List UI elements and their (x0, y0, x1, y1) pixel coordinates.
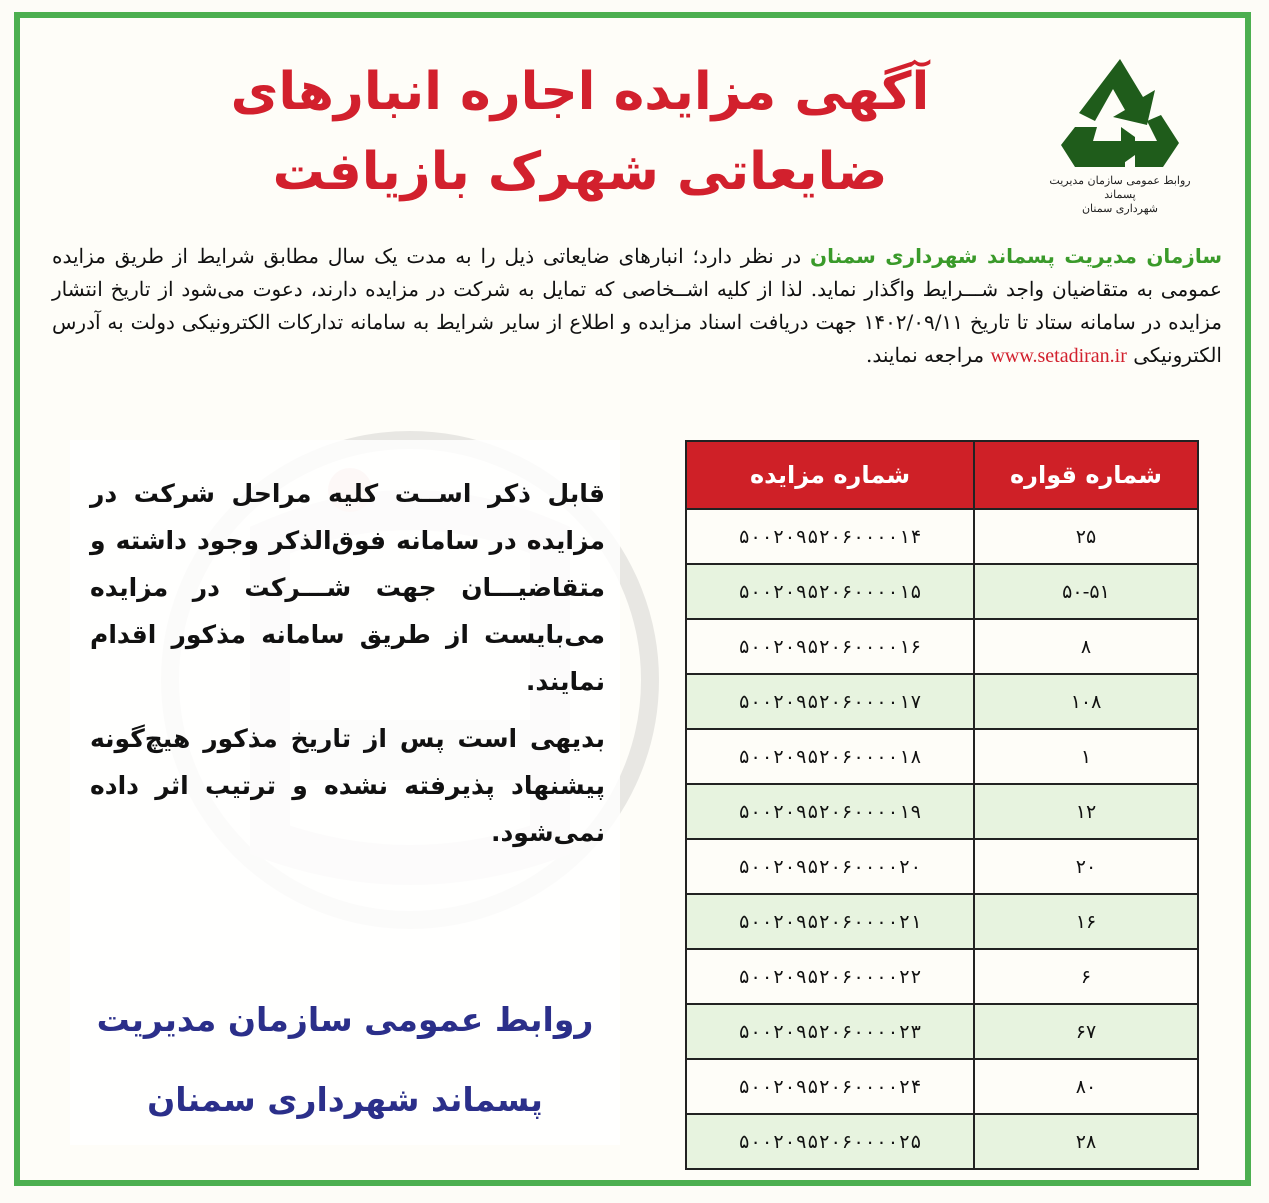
auction-number-cell: ۵۰۰۲۰۹۵۲۰۶۰۰۰۰۱۶ (686, 619, 974, 674)
plot-number-cell: ۶۷ (974, 1004, 1198, 1059)
table-row (686, 1059, 1198, 1114)
table-row (686, 949, 1198, 1004)
ad-title (150, 52, 1010, 212)
table-row (686, 674, 1198, 729)
title-line-2: ضایعاتی شهرک بازیافت (272, 142, 888, 202)
plot-number-cell: ۲۵ (974, 509, 1198, 564)
plot-number-cell: ۱۰۸ (974, 674, 1198, 729)
auction-number-cell: ۵۰۰۲۰۹۵۲۰۶۰۰۰۰۲۱ (686, 894, 974, 949)
plot-number-cell: ۶ (974, 949, 1198, 1004)
table-row (686, 1114, 1198, 1169)
intro-paragraph (52, 240, 1222, 373)
auction-number-cell: ۵۰۰۲۰۹۵۲۰۶۰۰۰۰۲۵ (686, 1114, 974, 1169)
plot-number-cell: ۸ (974, 619, 1198, 674)
auction-number-cell: ۵۰۰۲۰۹۵۲۰۶۰۰۰۰۱۵ (686, 564, 974, 619)
table-row (686, 784, 1198, 839)
organization-name: سازمان مدیریت پسماند شهرداری سمنان (810, 244, 1222, 268)
note-paragraph-2: بدیهی است پس از تاریخ مذکور هیچ‌گونه پیشنهاد پذیرفته نشده و ترتیب اثر داده نمی‌شود. (90, 724, 605, 847)
table-row (686, 729, 1198, 784)
table-row (686, 894, 1198, 949)
intro-text-1: در نظر دارد؛ انبارهای ضایعاتی ذیل را به مدت یک سال مطابق شرایط از طریق مزایده عمومی به متقاضیان واجد شـــرایط واگذار نماید. لذا از کلیه اشــخاصی که تمایل به شرکت در مزایده دارند، دعوت می‌شود از تاریخ انتشار مزایده در سامانه ستاد تا تاریخ ۱۴۰۲/۰۹/۱۱ جهت دریافت اسناد مزایده و اطلاع از سایر شرایط به سامانه تدارکات الکترونیکی دولت به آدرس الکترونیکی (52, 244, 1222, 367)
auction-number-cell: ۵۰۰۲۰۹۵۲۰۶۰۰۰۰۱۸ (686, 729, 974, 784)
plot-number-cell: ۱۲ (974, 784, 1198, 839)
auction-number-cell: ۵۰۰۲۰۹۵۲۰۶۰۰۰۰۲۲ (686, 949, 974, 1004)
table-header-row (686, 441, 1198, 509)
plot-number-cell: ۱۶ (974, 894, 1198, 949)
header-plot-number: شماره قواره (974, 441, 1198, 509)
table-row (686, 619, 1198, 674)
table-row (686, 839, 1198, 894)
plot-number-cell: ۲۸ (974, 1114, 1198, 1169)
title-line-1: آگهی مزایده اجاره انبارهای (230, 62, 930, 122)
table-row (686, 509, 1198, 564)
plot-number-cell: ۸۰ (974, 1059, 1198, 1114)
note-paragraph-1: قابل ذکر اســت کلیه مراحل شرکت در مزایده در سامانه فوق‌الذکر وجود داشته و متقاضیـــان جهت شـــرکت در مزایده می‌بایست از طریق سامانه مذکور اقدام نمایند. (90, 479, 605, 696)
intro-text-2: مراجعه نمایند. (866, 343, 991, 367)
plot-number-cell: ۵۰-۵۱ (974, 564, 1198, 619)
notes-text (90, 470, 605, 866)
signature-line-1: روابط عمومی سازمان مدیریت (96, 1000, 594, 1039)
recycle-icon (1055, 55, 1185, 170)
auction-number-cell: ۵۰۰۲۰۹۵۲۰۶۰۰۰۰۲۴ (686, 1059, 974, 1114)
auction-table (685, 440, 1199, 1170)
table-row (686, 1004, 1198, 1059)
plot-number-cell: ۱ (974, 729, 1198, 784)
plot-number-cell: ۲۰ (974, 839, 1198, 894)
logo-caption-line-2: شهرداری سمنان (1081, 202, 1159, 215)
auction-number-cell: ۵۰۰۲۰۹۵۲۰۶۰۰۰۰۱۹ (686, 784, 974, 839)
table-row (686, 564, 1198, 619)
auction-number-cell: ۵۰۰۲۰۹۵۲۰۶۰۰۰۰۱۷ (686, 674, 974, 729)
signature-line-2: پسماند شهرداری سمنان (147, 1080, 543, 1119)
header-auction-number: شماره مزایده (686, 441, 974, 509)
logo-caption-line-1: روابط عمومی سازمان مدیریت پسماند (1049, 174, 1191, 201)
website-link[interactable]: www.setadiran.ir (990, 345, 1127, 367)
auction-number-cell: ۵۰۰۲۰۹۵۲۰۶۰۰۰۰۱۴ (686, 509, 974, 564)
organization-logo (1040, 55, 1200, 225)
auction-number-cell: ۵۰۰۲۰۹۵۲۰۶۰۰۰۰۲۰ (686, 839, 974, 894)
signature (80, 980, 610, 1140)
auction-number-cell: ۵۰۰۲۰۹۵۲۰۶۰۰۰۰۲۳ (686, 1004, 974, 1059)
